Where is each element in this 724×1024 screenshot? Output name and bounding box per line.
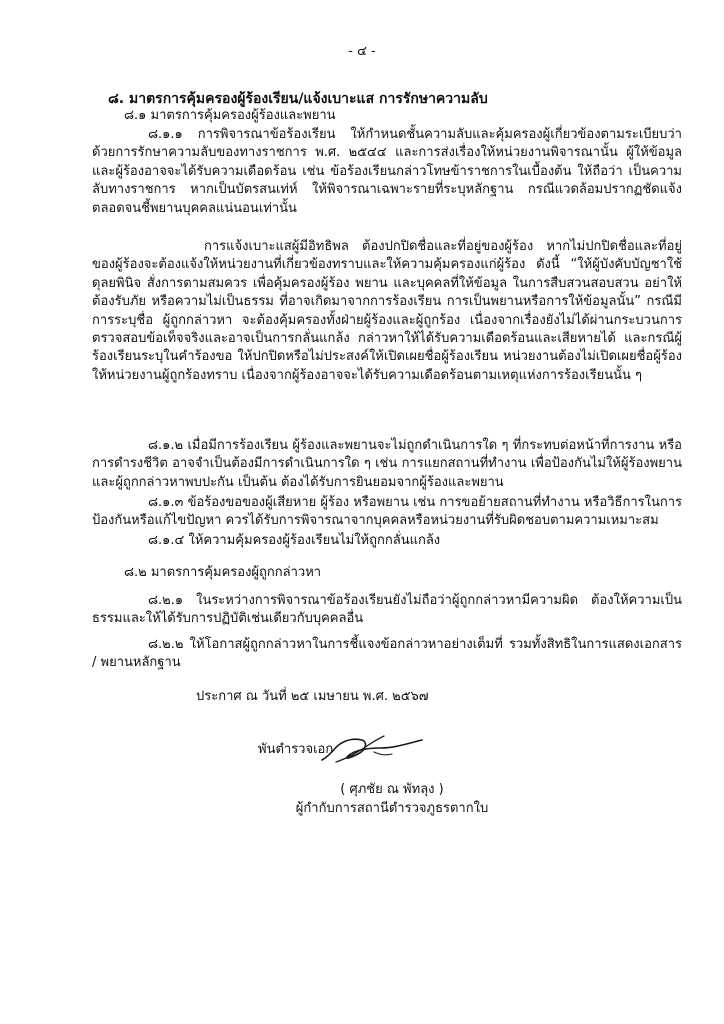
signatory-name: ( ศุภชัย ณ พัทลุง ) <box>340 782 444 797</box>
signatory-rank: พันตำรวจเอก <box>258 742 334 757</box>
signatory-position: ผู้กำกับการสถานีตำรวจภูธรตากใบ <box>295 801 489 816</box>
subsection-8-1-title: ๘.๑ มาตรการคุ้มครองผู้ร้องและพยาน <box>124 108 336 123</box>
paragraph-8-2-1: ๘.๒.๑ ในระหว่างการพิจารณาข้อร้องเรียนยังไม่ถือว่าผู้ถูกกล่าวหามีความผิด ต้องให้ความเป็นธรรมและให้ได้รับการปฏิบัติเช่นเดียวกับบุคคลอื่น <box>92 593 682 627</box>
signature-block <box>0 730 724 840</box>
paragraph-8-1-2: ๘.๑.๒ เมื่อมีการร้องเรียน ผู้ร้องและพยานจะไม่ถูกดำเนินการใด ๆ ที่กระทบต่อหน้าที่การงาน หรือการดำรงชีวิต อาจจำเป็นต้องมีการดำเนินการใด ๆ เช่น การแยกสถานที่ทำงาน เพื่อป้องกันไม่ให้ผู้ร้องพยาน และผู้ถูกกล่าวหาพบปะกัน เป็นต้น ต้องได้รับการยินยอมจากผู้ร้องและพยาน <box>92 438 682 490</box>
handwritten-signature <box>318 730 428 774</box>
paragraph-8-1-4: ๘.๑.๔ ให้ความคุ้มครองผู้ร้องเรียนไม่ให้ถูกกลั่นแกล้ง <box>148 533 441 548</box>
page-number: - ๔ - <box>348 44 376 59</box>
paragraph-8-1-1-informant: การแจ้งเบาะแสผู้มีอิทธิพล ต้องปกปิดชื่อและที่อยู่ของผู้ร้อง หากไม่ปกปิดชื่อและที่อยู่ของผู้ร้องจะต้องแจ้งให้หน่วยงานที่เกี่ยวข้องทราบและให้ความคุ้มครองแก่ผู้ร้อง ดังนี้ “ให้ผู้บังคับบัญชาใช้ดุลยพินิจ สั่งการตามสมควร เพื่อคุ้มครองผู้ร้อง พยาน และบุคคลที่ให้ข้อมูล ในการสืบสวนสอบสวน อย่าให้ต้องรับภัย หรือความไม่เป็นธรรม ที่อาจเกิดมาจากการร้องเรียน การเป็นพยานหรือการให้ข้อมูลนั้น” กรณีมีการระบุชื่อ ผู้ถูกกล่าวหา จะต้องคุ้มครองทั้งฝ่ายผู้ร้องและผู้ถูกร้อง เนื่องจากเรื่องยังไม่ได้ผ่านกระบวนการตรวจสอบข้อเท็จจริงและอาจเป็นการกลั่นแกล้ง กล่าวหาให้ได้รับความเดือดร้อนและเสียหายได้ และกรณีผู้ร้องเรียนระบุในคำร้องขอ ให้ปกปิดหรือไม่ประสงค์ให้เปิดเผยชื่อผู้ร้องเรียน หน่วยงานต้องไม่เปิดเผยชื่อผู้ร้องให้หน่วยงานผู้ถูกร้องทราบ เนื่องจากผู้ร้องอาจจะได้รับความเดือดร้อนตามเหตุแห่งการร้องเรียนนั้น ๆ <box>92 239 682 383</box>
paragraph-8-1-3: ๘.๑.๓ ข้อร้องขอของผู้เสียหาย ผู้ร้อง หรือพยาน เช่น การขอย้ายสถานที่ทำงาน หรือวิธีการในการป้องกันหรือแก้ไขปัญหา ควรได้รับการพิจารณาจากบุคคลหรือหน่วยงานที่รับผิดชอบตามความเหมาะสม <box>92 495 683 529</box>
subsection-8-2-title: ๘.๒ มาตรการคุ้มครองผู้ถูกกล่าวหา <box>124 565 322 580</box>
announcement-date: ประกาศ ณ วันที่ ๒๕ เมษายน พ.ศ. ๒๕๖๗ <box>196 689 429 704</box>
section-heading: ๘. มาตรการคุ้มครองผู้ร้องเรียน/แจ้งเบาะแส การรักษาความลับ <box>108 91 488 107</box>
paragraph-8-2-2: ๘.๒.๒ ให้โอกาสผู้ถูกกล่าวหาในการชี้แจงข้อกล่าวหาอย่างเต็มที่ รวมทั้งสิทธิในการแสดงเอกสาร / พยานหลักฐาน <box>92 637 682 671</box>
paragraph-8-1-1: ๘.๑.๑ การพิจารณาข้อร้องเรียน ให้กำหนดชั้นความลับและคุ้มครองผู้เกี่ยวข้องตามระเบียบว่าด้วยการรักษาความลับของทางราชการ พ.ศ. ๒๕๔๔ และการส่งเรื่องให้หน่วยงานพิจารณานั้น ผู้ให้ข้อมูล และผู้ร้องอาจจะได้รับความเดือดร้อน เช่น ข้อร้องเรียนกล่าวโทษข้าราชการในเบื้องต้น ให้ถือว่า เป็นความลับทางราชการ หากเป็นบัตรสนเท่ห์ ให้พิจารณาเฉพาะรายที่ระบุหลักฐาน กรณีแวดล้อมปรากฏชัดแจ้ง ตลอดจนชี้พยานบุคคลแน่นอนเท่านั้น <box>92 127 682 216</box>
